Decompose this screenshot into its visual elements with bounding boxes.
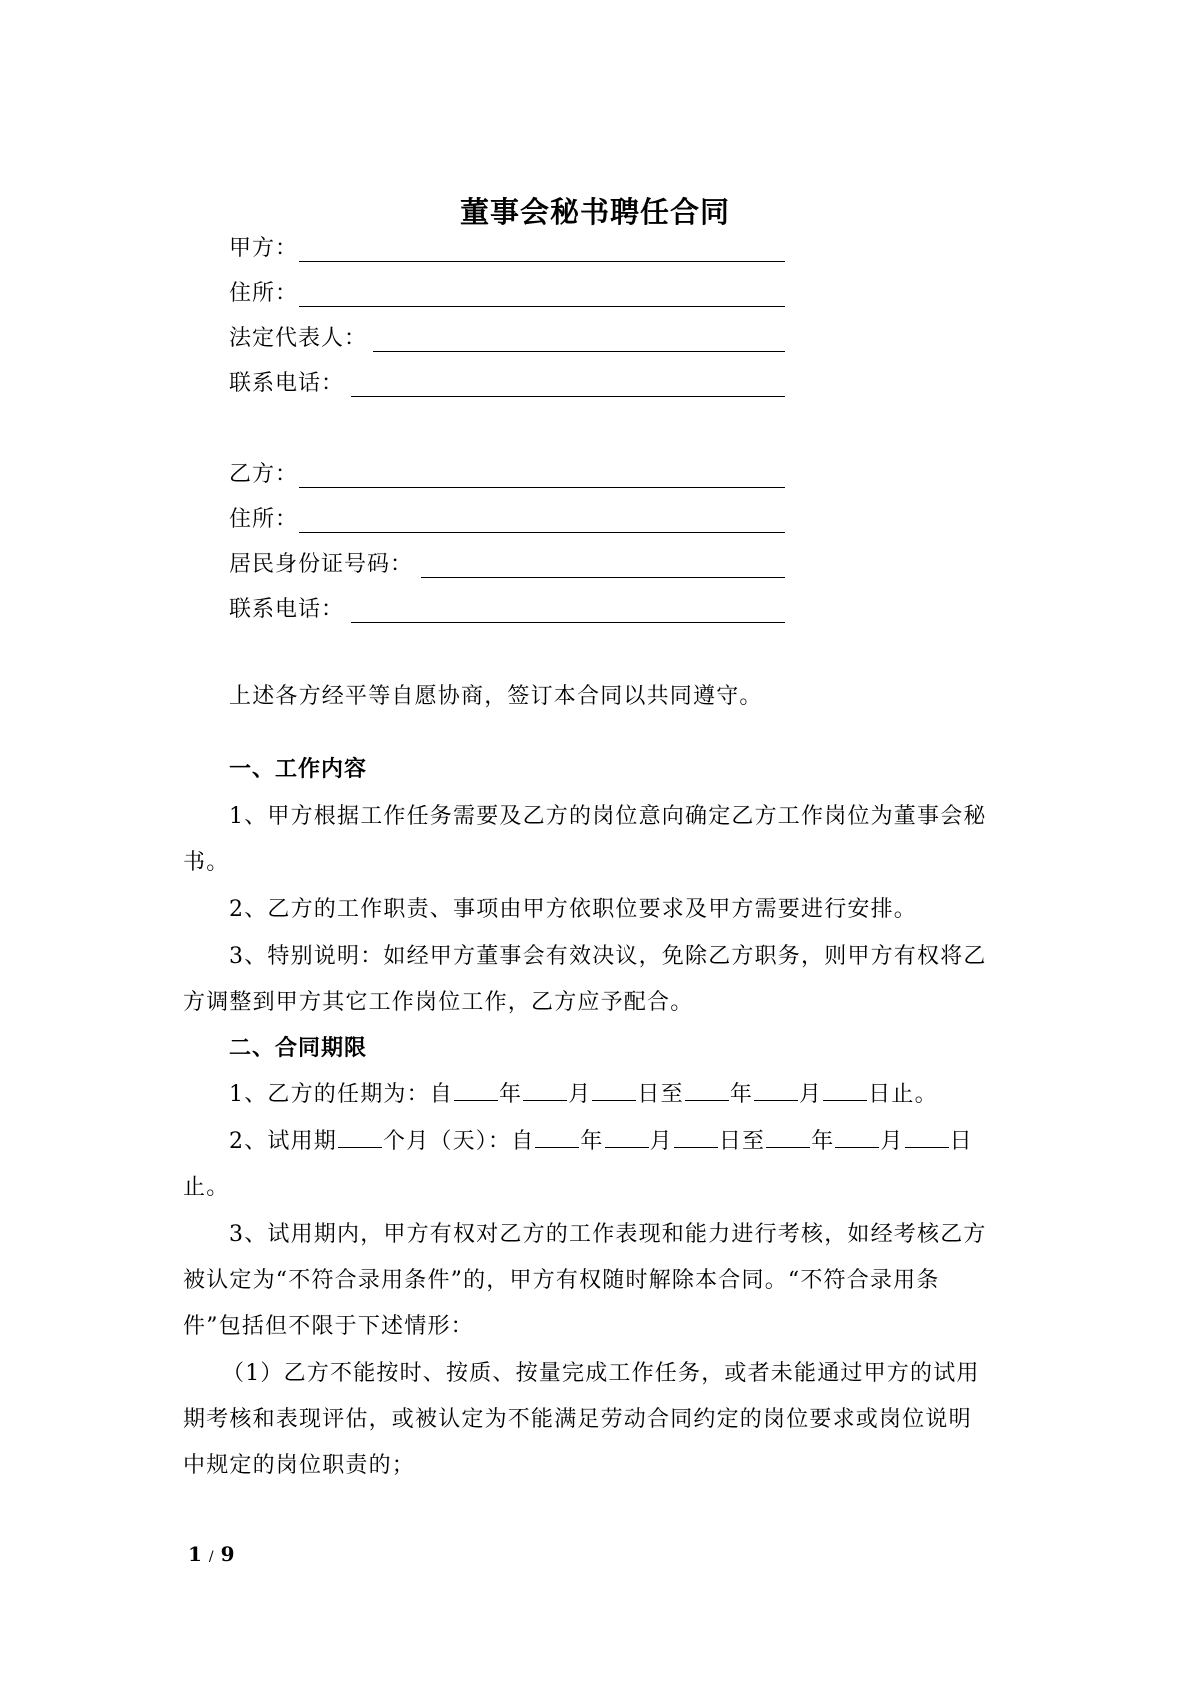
term-start-month-blank	[523, 1080, 567, 1101]
term-end-month-blank	[754, 1080, 798, 1101]
probation-start-day-blank	[674, 1127, 718, 1148]
section-2-p3-line1: 3、试用期内，甲方有权对乙方的工作表现和能力进行考核，如经考核乙方	[229, 1222, 987, 1247]
party-a-phone-label: 联系电话：	[229, 371, 345, 396]
section-1-p1-line2: 书。	[183, 850, 230, 875]
probation-months-blank	[338, 1127, 382, 1148]
party-b-id-field	[229, 548, 785, 582]
section-2-p3-line2: 被认定为“不符合录用条件”的，甲方有权随时解除本合同。“不符合录用条	[183, 1268, 940, 1293]
probation-start-month-blank	[605, 1127, 649, 1148]
party-b-id-line	[421, 576, 785, 578]
probation-start-year-blank	[535, 1127, 579, 1148]
term-end-year-blank	[685, 1080, 729, 1101]
section-2-p3-line3: 件”包括但不限于下述情形：	[183, 1314, 474, 1339]
term-end-day-blank	[823, 1080, 867, 1101]
section-1-heading: 一、工作内容	[229, 757, 368, 782]
party-b-name-field	[229, 458, 785, 492]
party-b-address-line	[299, 531, 785, 533]
party-b-phone-field	[229, 593, 785, 627]
probation-end-month-blank	[835, 1127, 879, 1148]
party-b-id-label: 居民身份证号码：	[229, 552, 414, 577]
section-2-p2-line1	[229, 1124, 973, 1155]
section-1-p3-line1: 3、特别说明：如经甲方董事会有效决议，免除乙方职务，则甲方有权将乙	[229, 944, 987, 969]
probation-end-year-label: 年	[811, 1129, 835, 1154]
term-start-year-blank	[454, 1080, 498, 1101]
party-b-address-field	[229, 503, 785, 537]
party-b-phone-line	[351, 621, 785, 623]
section-1-p3-line2: 方调整到甲方其它工作岗位工作，乙方应予配合。	[183, 990, 694, 1015]
probation-end-month-label: 月	[880, 1129, 904, 1154]
party-a-phone-line	[351, 395, 785, 397]
probation-end-day-blank	[905, 1127, 949, 1148]
term-start-day-label: 日至	[637, 1082, 684, 1107]
section-2-heading: 二、合同期限	[229, 1036, 368, 1061]
party-a-phone-field	[229, 367, 785, 401]
term-start-year-label: 年	[499, 1082, 523, 1107]
section-1-p1-line1: 1、甲方根据工作任务需要及乙方的岗位意向确定乙方工作岗位为董事会秘	[229, 804, 987, 829]
term-end-year-label: 年	[729, 1082, 754, 1107]
probation-prefix: 2、试用期	[229, 1129, 337, 1154]
party-a-name-label: 甲方：	[229, 236, 299, 261]
party-b-name-line	[299, 486, 785, 488]
party-a-name-line	[299, 260, 785, 262]
party-a-rep-label: 法定代表人：	[229, 326, 368, 351]
term-prefix: 1、乙方的任期为：自	[229, 1082, 453, 1107]
party-a-address-line	[299, 305, 785, 307]
party-a-address-field	[229, 277, 785, 311]
section-2-item1-line2: 期考核和表现评估，或被认定为不能满足劳动合同约定的岗位要求或岗位说明	[183, 1407, 972, 1432]
term-end-day-label: 日止。	[868, 1082, 938, 1107]
party-b-name-label: 乙方：	[229, 462, 299, 487]
party-b-phone-label: 联系电话：	[229, 597, 345, 622]
party-a-address-label: 住所：	[229, 281, 299, 306]
intro-paragraph: 上述各方经平等自愿协商，签订本合同以共同遵守。	[229, 684, 763, 709]
probation-months-label: 个月（天）：自	[383, 1129, 535, 1154]
probation-start-month-label: 月	[649, 1129, 673, 1154]
section-2-item1-line3: 中规定的岗位职责的；	[183, 1453, 416, 1478]
document-title: 董事会秘书聘任合同	[459, 195, 730, 229]
page-number	[188, 1542, 235, 1566]
term-start-month-label: 月	[568, 1082, 592, 1107]
section-1-p2: 2、乙方的工作职责、事项由甲方依职位要求及甲方需要进行安排。	[229, 897, 917, 922]
page-separator: /	[208, 1549, 214, 1565]
term-end-month-label: 月	[799, 1082, 823, 1107]
probation-start-year-label: 年	[580, 1129, 604, 1154]
term-start-day-blank	[592, 1080, 636, 1101]
party-a-rep-field	[229, 322, 785, 356]
section-2-p2-line2: 止。	[183, 1175, 230, 1200]
section-2-item1-line1: （1）乙方不能按时、按质、按量完成工作任务，或者未能通过甲方的试用	[222, 1361, 980, 1386]
section-2-p1	[229, 1077, 938, 1108]
page-total: 9	[220, 1542, 235, 1566]
probation-end-day-label: 日	[949, 1129, 973, 1154]
probation-end-year-blank	[766, 1127, 810, 1148]
party-a-name-field	[229, 232, 785, 266]
party-b-address-label: 住所：	[229, 507, 299, 532]
page-current: 1	[188, 1542, 202, 1566]
party-a-rep-line	[373, 350, 785, 352]
probation-start-day-label: 日至	[718, 1129, 766, 1154]
